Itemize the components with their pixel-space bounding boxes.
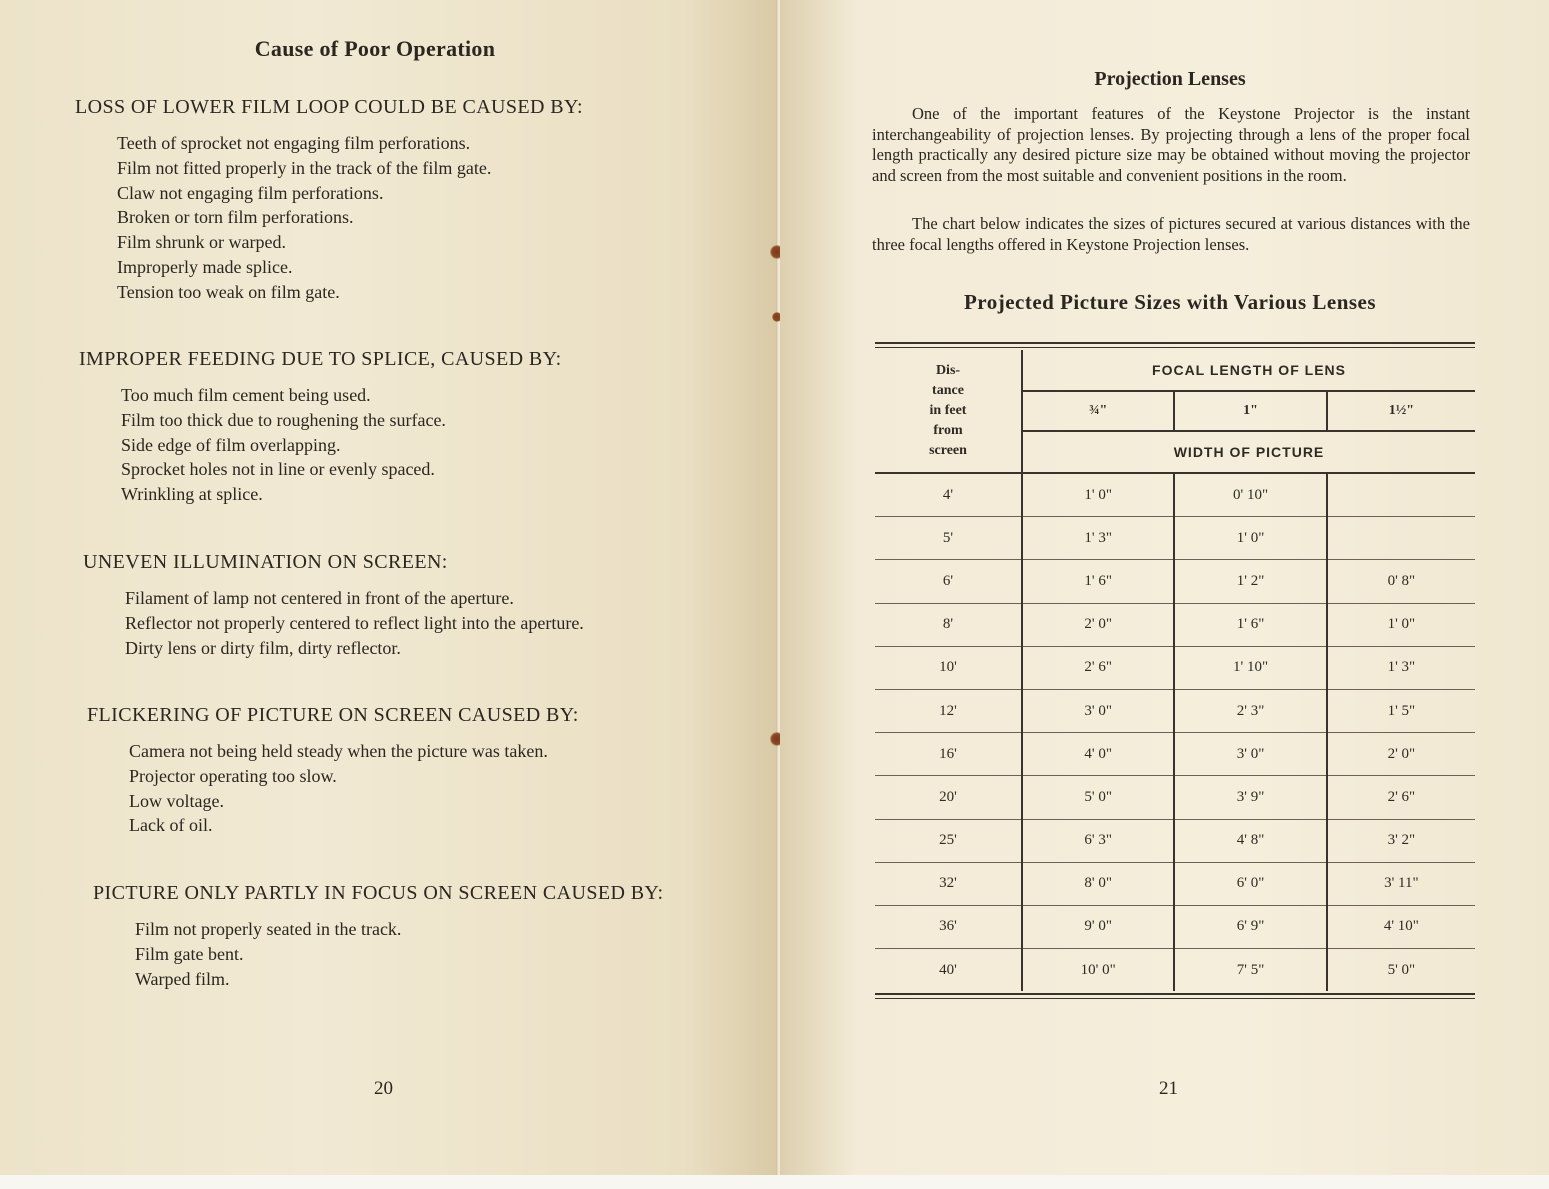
page-title: Projection Lenses [1094, 68, 1246, 90]
distance-cell: 6' [875, 560, 1022, 603]
section-partly-in-focus [93, 882, 663, 991]
width-cell: 1' 0" [1022, 473, 1174, 517]
width-cell: 4' 0" [1022, 733, 1174, 776]
distance-header-line: tance [932, 383, 964, 398]
width-cell: 8' 0" [1022, 862, 1174, 905]
table-row [875, 560, 1475, 603]
scan-edge [0, 1175, 1549, 1189]
chart-description-paragraph: The chart below indicates the sizes of pictures secured at various distances with the three focal lengths offered in Keystone Projection lenses. [872, 214, 1470, 254]
width-cell: 2' 0" [1327, 733, 1475, 776]
page-number: 21 [1159, 1078, 1178, 1099]
width-cell [1327, 473, 1475, 517]
width-cell: 3' 11" [1327, 862, 1475, 905]
lens-header-three-quarter: ¾" [1022, 391, 1174, 431]
left-page [0, 0, 778, 1175]
distance-cell: 5' [875, 517, 1022, 560]
table-row [875, 603, 1475, 646]
width-cell: 3' 9" [1174, 776, 1326, 819]
list-item: Claw not engaging film perforations. [117, 182, 384, 203]
width-cell: 4' 8" [1174, 819, 1326, 862]
distance-cell: 40' [875, 949, 1022, 992]
section-flickering [87, 704, 579, 838]
width-cell: 1' 6" [1022, 560, 1174, 603]
width-cell: 2' 6" [1022, 646, 1174, 689]
page-title: Cause of Poor Operation [254, 36, 496, 61]
width-cell: 6' 0" [1174, 862, 1326, 905]
width-cell: 5' 0" [1387, 961, 1416, 978]
section-loss-of-lower-loop [75, 96, 583, 305]
list-item: Tension too weak on film gate. [117, 281, 340, 302]
table-row [875, 689, 1475, 732]
width-cell: 1' 2" [1174, 560, 1326, 603]
list-item: Improperly made splice. [117, 256, 293, 277]
distance-header [875, 350, 1022, 473]
distance-cell: 12' [875, 689, 1022, 732]
width-cell: 1' 3" [1327, 646, 1475, 689]
width-cell: 3' 2" [1327, 819, 1475, 862]
distance-cell: 32' [875, 862, 1022, 905]
list-item: Reflector not properly centered to reflect light into the aperture. [125, 612, 584, 633]
list-item: Wrinkling at splice. [121, 484, 263, 505]
width-cell: 9' 0" [1022, 905, 1174, 948]
section-heading: UNEVEN ILLUMINATION ON SCREEN: [83, 551, 448, 573]
lens-size-table [875, 342, 1475, 1001]
width-cell: 1' 0" [1174, 517, 1326, 560]
width-cell: 3' 0" [1022, 689, 1174, 732]
list-item: Film shrunk or warped. [117, 232, 286, 253]
width-cell: 10' 0" [1022, 949, 1174, 992]
focal-length-header: FOCAL LENGTH OF LENS [1022, 350, 1475, 391]
list-item: Film not fitted properly in the track of the film gate. [117, 157, 492, 178]
width-cell: 1' 6" [1174, 603, 1326, 646]
list-item: Lack of oil. [129, 815, 213, 836]
width-cell: 6' 3" [1022, 819, 1174, 862]
width-cell: 2' 6" [1327, 776, 1475, 819]
width-cell: 1' 0" [1327, 603, 1475, 646]
section-improper-feeding [79, 348, 562, 507]
distance-cell: 16' [875, 733, 1022, 776]
section-uneven-illumination [83, 551, 584, 660]
list-item: Film not properly seated in the track. [135, 919, 402, 939]
table-row [875, 733, 1475, 776]
list-item: Side edge of film overlapping. [121, 434, 341, 455]
width-cell: 5' 0" [1022, 776, 1174, 819]
lens-header-one-and-half: 1½" [1327, 391, 1475, 431]
section-heading: LOSS OF LOWER FILM LOOP COULD BE CAUSED BY: [75, 96, 583, 118]
distance-cell: 4' [875, 473, 1022, 517]
list-item: Low voltage. [129, 790, 224, 811]
lens-header-one-inch: 1" [1174, 391, 1326, 431]
width-cell: 3' 0" [1174, 733, 1326, 776]
table-row [875, 949, 1475, 992]
table-row [875, 905, 1475, 948]
section-heading: IMPROPER FEEDING DUE TO SPLICE, CAUSED BY: [79, 348, 562, 370]
table-row [875, 862, 1475, 905]
width-cell: 7' 5" [1174, 949, 1326, 992]
list-item: Filament of lamp not centered in front of the aperture. [125, 588, 514, 608]
table-row [875, 517, 1475, 560]
intro-paragraph: One of the important features of the Keystone Projector is the instant interchangeability of projection lenses. By projecting through a lens of the proper focal length practically any desired picture size may be obtained without moving the projector and screen from the most suitable and convenient positions in the room. [872, 104, 1470, 185]
width-cell: 6' 9" [1174, 905, 1326, 948]
distance-header-line: from [933, 423, 963, 438]
width-cell: 2' 0" [1022, 603, 1174, 646]
distance-cell: 36' [875, 905, 1022, 948]
distance-cell: 10' [875, 646, 1022, 689]
distance-header-line: in feet [929, 403, 967, 418]
list-item: Too much film cement being used. [121, 385, 371, 405]
list-item: Film too thick due to roughening the surface. [121, 409, 446, 430]
list-item: Broken or torn film perforations. [117, 207, 354, 228]
width-cell: 2' 3" [1174, 689, 1326, 732]
distance-cell: 25' [875, 819, 1022, 862]
width-of-picture-header: WIDTH OF PICTURE [1022, 431, 1475, 473]
list-item: Projector operating too slow. [129, 765, 337, 786]
table-top-rule [875, 342, 1475, 348]
list-item: Teeth of sprocket not engaging film perforations. [117, 133, 471, 153]
section-heading: PICTURE ONLY PARTLY IN FOCUS ON SCREEN CAUSED BY: [93, 882, 664, 904]
table-row [875, 473, 1475, 517]
table-row [875, 776, 1475, 819]
table-row [875, 819, 1475, 862]
width-cell: 0' 8" [1327, 560, 1475, 603]
width-cell: 1' 10" [1174, 646, 1326, 689]
width-cell: 1' 3" [1022, 517, 1174, 560]
list-item: Dirty lens or dirty film, dirty reflector. [125, 637, 401, 658]
table-title: Projected Picture Sizes with Various Lenses [963, 290, 1377, 314]
width-cell: 4' 10" [1327, 905, 1475, 948]
section-heading: FLICKERING OF PICTURE ON SCREEN CAUSED BY: [87, 704, 579, 726]
width-cell: 1' 5" [1327, 689, 1475, 732]
picture-size-table [875, 350, 1475, 991]
list-item: Camera not being held steady when the picture was taken. [129, 741, 548, 761]
table-bottom-rule [875, 993, 1475, 999]
table-row [875, 646, 1475, 689]
width-cell [1327, 517, 1475, 560]
distance-cell: 20' [875, 776, 1022, 819]
page-number: 20 [374, 1078, 393, 1099]
distance-header-line: screen [929, 443, 967, 458]
distance-cell: 8' [875, 603, 1022, 646]
list-item: Film gate bent. [135, 943, 244, 964]
distance-header-line: Dis- [935, 363, 961, 378]
list-item: Sprocket holes not in line or evenly spaced. [121, 459, 435, 480]
list-item: Warped film. [135, 968, 230, 989]
width-cell: 0' 10" [1174, 473, 1326, 517]
